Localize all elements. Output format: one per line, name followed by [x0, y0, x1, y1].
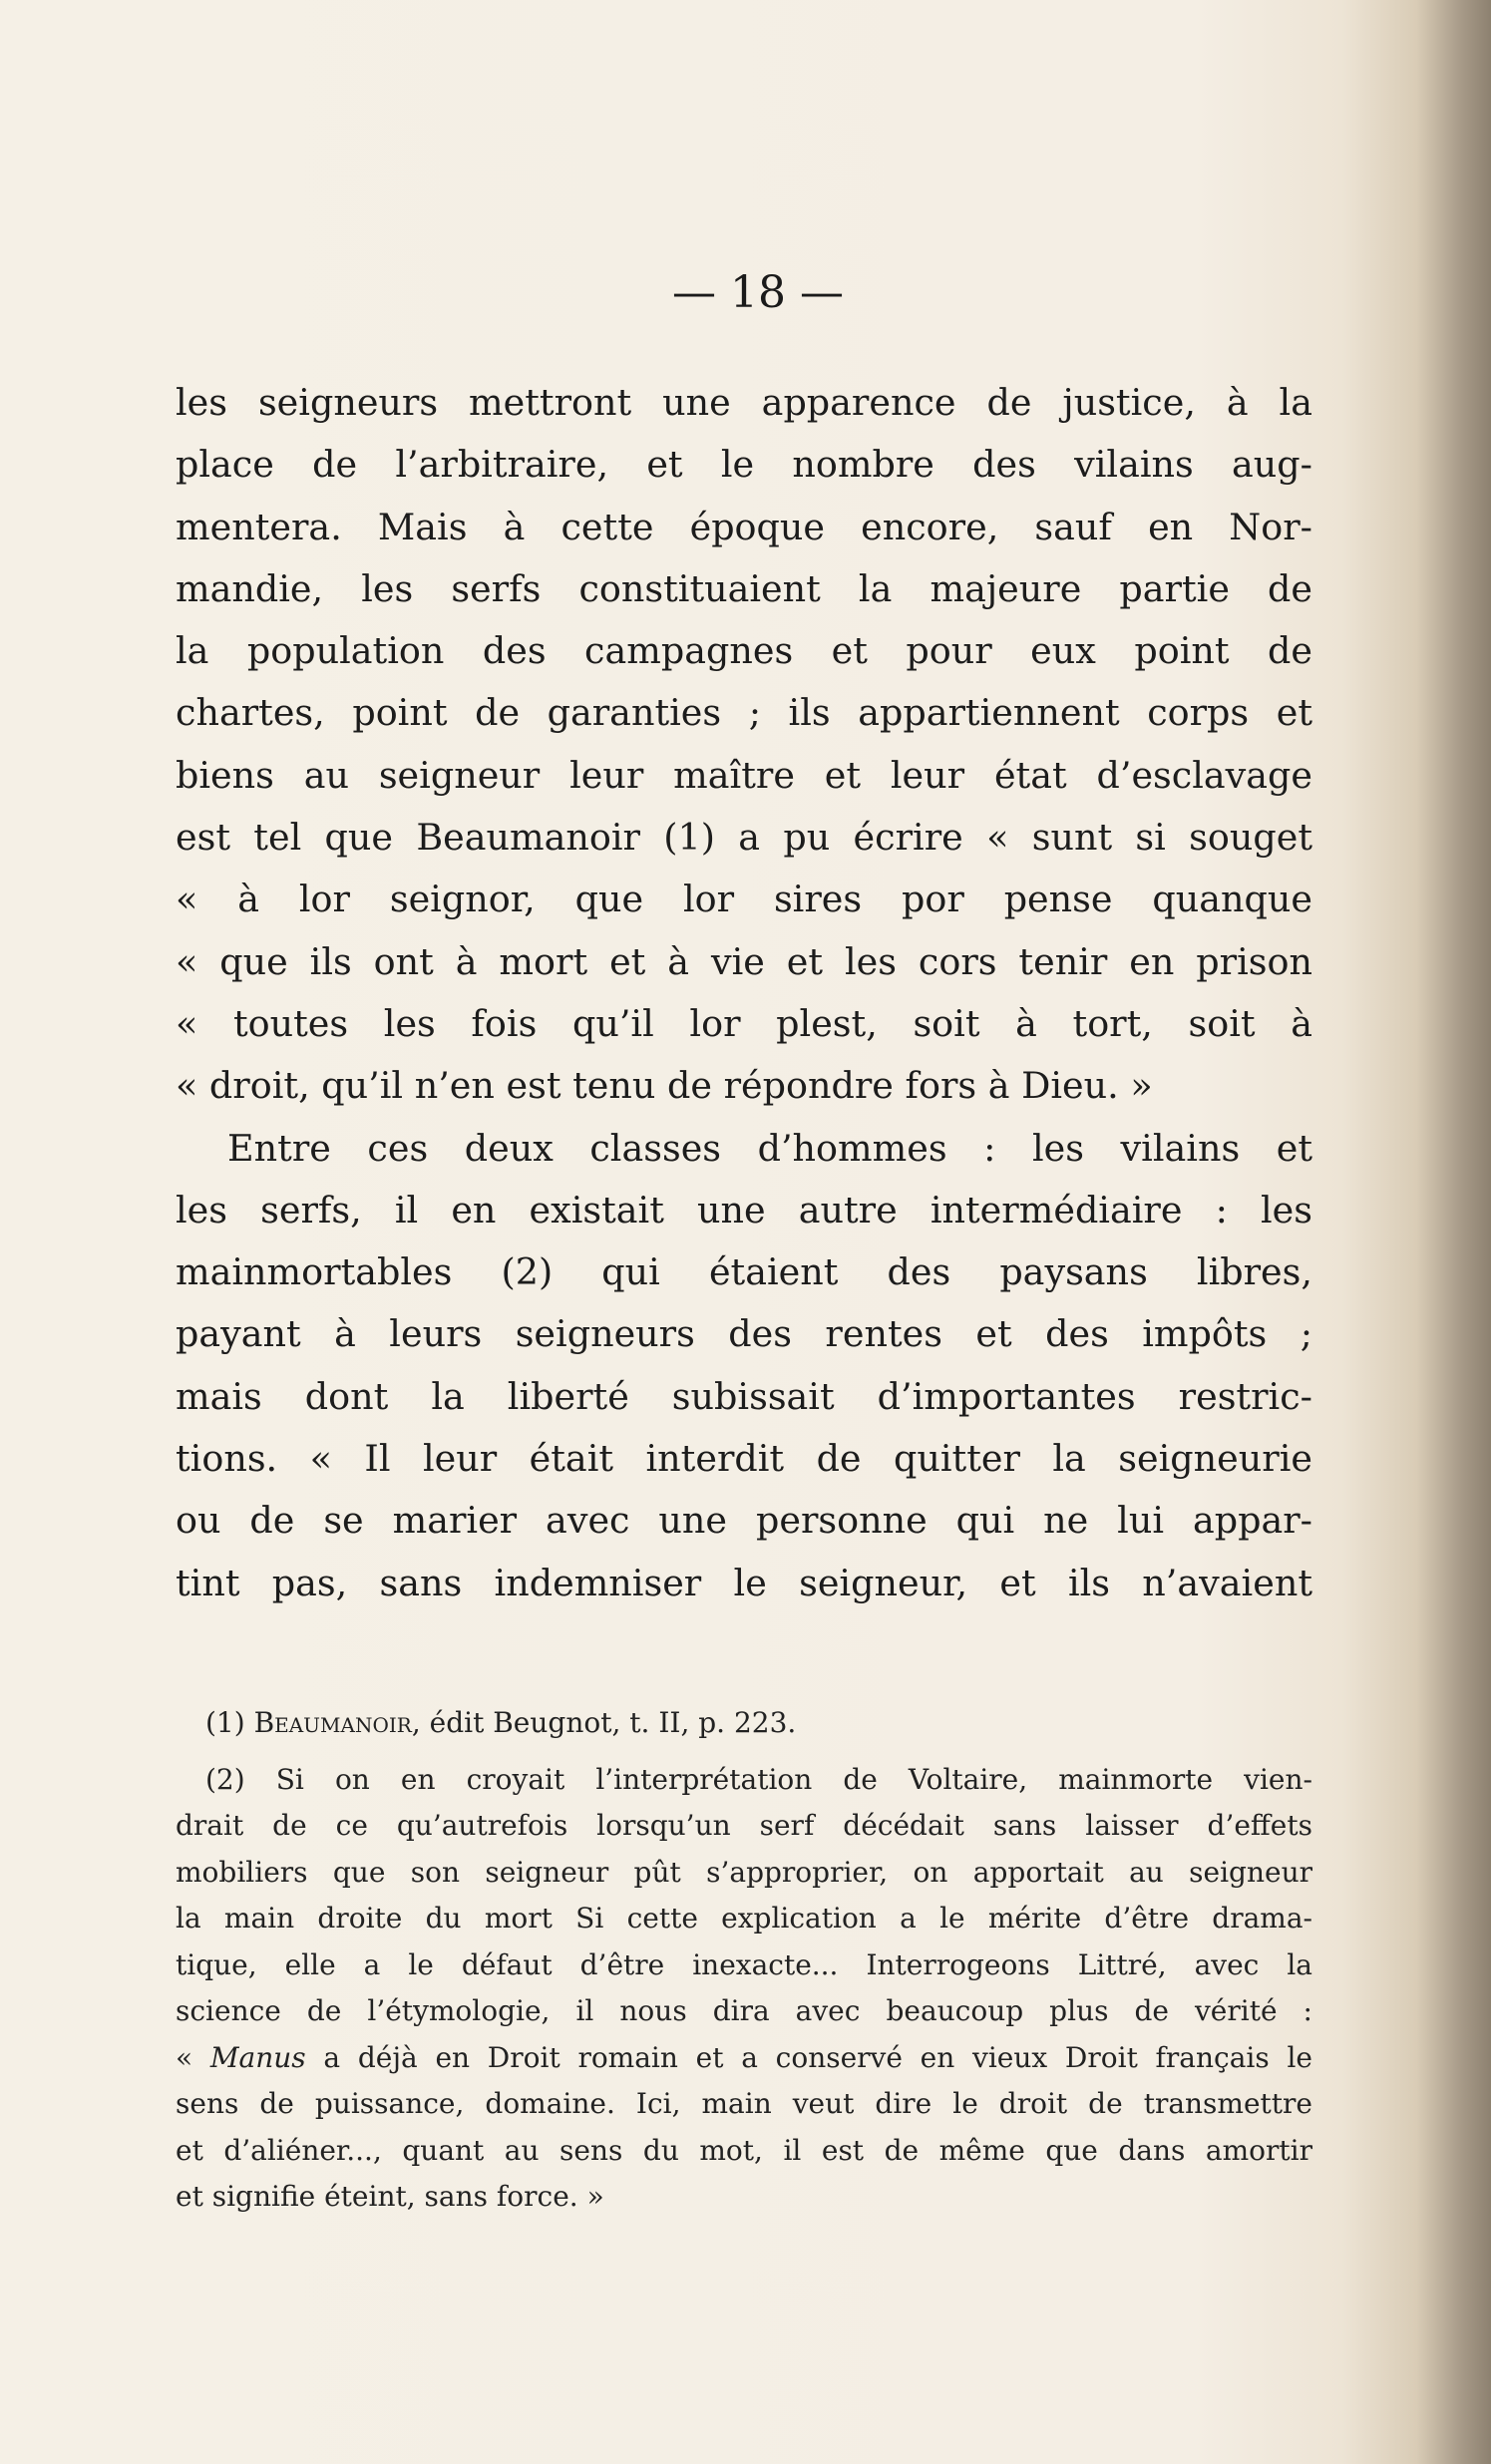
footnotes	[176, 1700, 1312, 2221]
text-line: mandie, les serfs constituaient la majeure partie de	[176, 566, 1312, 610]
text-line: mainmortables (2) qui étaient des paysans libres,	[176, 1250, 1312, 1294]
text-line: « toutes les fois qu’il lor plest, soit à tort, soit à	[176, 1001, 1312, 1045]
text-line: « que ils ont à mort et à vie et les cors tenir en prison	[176, 939, 1312, 983]
main-text	[176, 372, 1312, 1614]
text-line: payant à leurs seigneurs des rentes et des impôts ;	[176, 1312, 1312, 1356]
footnote-2-line: science de l’étymologie, il nous dira avec beaucoup plus de vérité :	[176, 1994, 1312, 2027]
footnote-2-line: drait de ce qu’autrefois lorsqu’un serf décédait sans laisser d’effets	[176, 1809, 1312, 1842]
footnote-citation: , édit Beugnot, t. II, p. 223.	[411, 1706, 797, 1739]
text-line: tint pas, sans indemniser le seigneur, et ils n’avaient	[176, 1561, 1312, 1604]
text-line: ou de se marier avec une personne qui ne lui appar-	[176, 1499, 1312, 1543]
footnote-2-line	[176, 2035, 1312, 2082]
text-line: « à lor seignor, que lor sires por pense quanque	[176, 878, 1312, 921]
footnote-2-line: et signifie éteint, sans force. »	[176, 2180, 604, 2213]
footnote-1	[176, 1700, 1312, 1747]
text-line: les seigneurs mettront une apparence de justice, à la	[176, 381, 1312, 424]
footnote-text: a déjà en Droit romain et a conservé en vieux Droit français le	[305, 2040, 1312, 2074]
text-line: est tel que Beaumanoir (1) a pu écrire « sunt si souget	[176, 816, 1312, 860]
footnote-marker: (1)	[205, 1706, 254, 1739]
text-line: tions. « Il leur était interdit de quitter la seigneurie	[176, 1437, 1312, 1481]
latin-term: Manus	[209, 2040, 306, 2074]
text-line: mentera. Mais à cette époque encore, sauf en Nor-	[176, 505, 1312, 548]
page-number: — 18 —	[672, 267, 844, 318]
paragraph-start-line: Entre ces deux classes d’hommes : les vilains et	[227, 1126, 1312, 1170]
text-line: « droit, qu’il n’en est tenu de répondre fors à Dieu. »	[176, 1064, 1153, 1108]
footnote-2-line: mobiliers que son seigneur pût s’approprier, on apportait au seigneur	[176, 1855, 1312, 1889]
text-line: chartes, point de garanties ; ils appartiennent corps et	[176, 691, 1312, 735]
text-line: biens au seigneur leur maître et leur état d’esclavage	[176, 753, 1312, 797]
text-line: la population des campagnes et pour eux point de	[176, 629, 1312, 673]
text-line: mais dont la liberté subissait d’importantes restric-	[176, 1374, 1312, 1418]
text-line: les serfs, il en existait une autre intermédiaire : les	[176, 1188, 1312, 1232]
footnote-author: Beaumanoir	[253, 1706, 412, 1739]
footnote-2-line: (2) Si on en croyait l’interprétation de Voltaire, mainmorte vien-	[205, 1762, 1312, 1796]
text-line: place de l’arbitraire, et le nombre des vilains aug-	[176, 443, 1312, 487]
footnote-2-line: et d’aliéner..., quant au sens du mot, il est de même que dans amortir	[176, 2133, 1312, 2167]
quote-mark: «	[176, 2040, 210, 2074]
footnote-2-line: tique, elle a le défaut d’être inexacte... Interrogeons Littré, avec la	[176, 1947, 1312, 1981]
footnote-2-line: la main droite du mort Si cette explication a le mérite d’être drama-	[176, 1902, 1312, 1935]
footnote-2-line: sens de puissance, domaine. Ici, main veut dire le droit de transmettre	[176, 2087, 1312, 2120]
